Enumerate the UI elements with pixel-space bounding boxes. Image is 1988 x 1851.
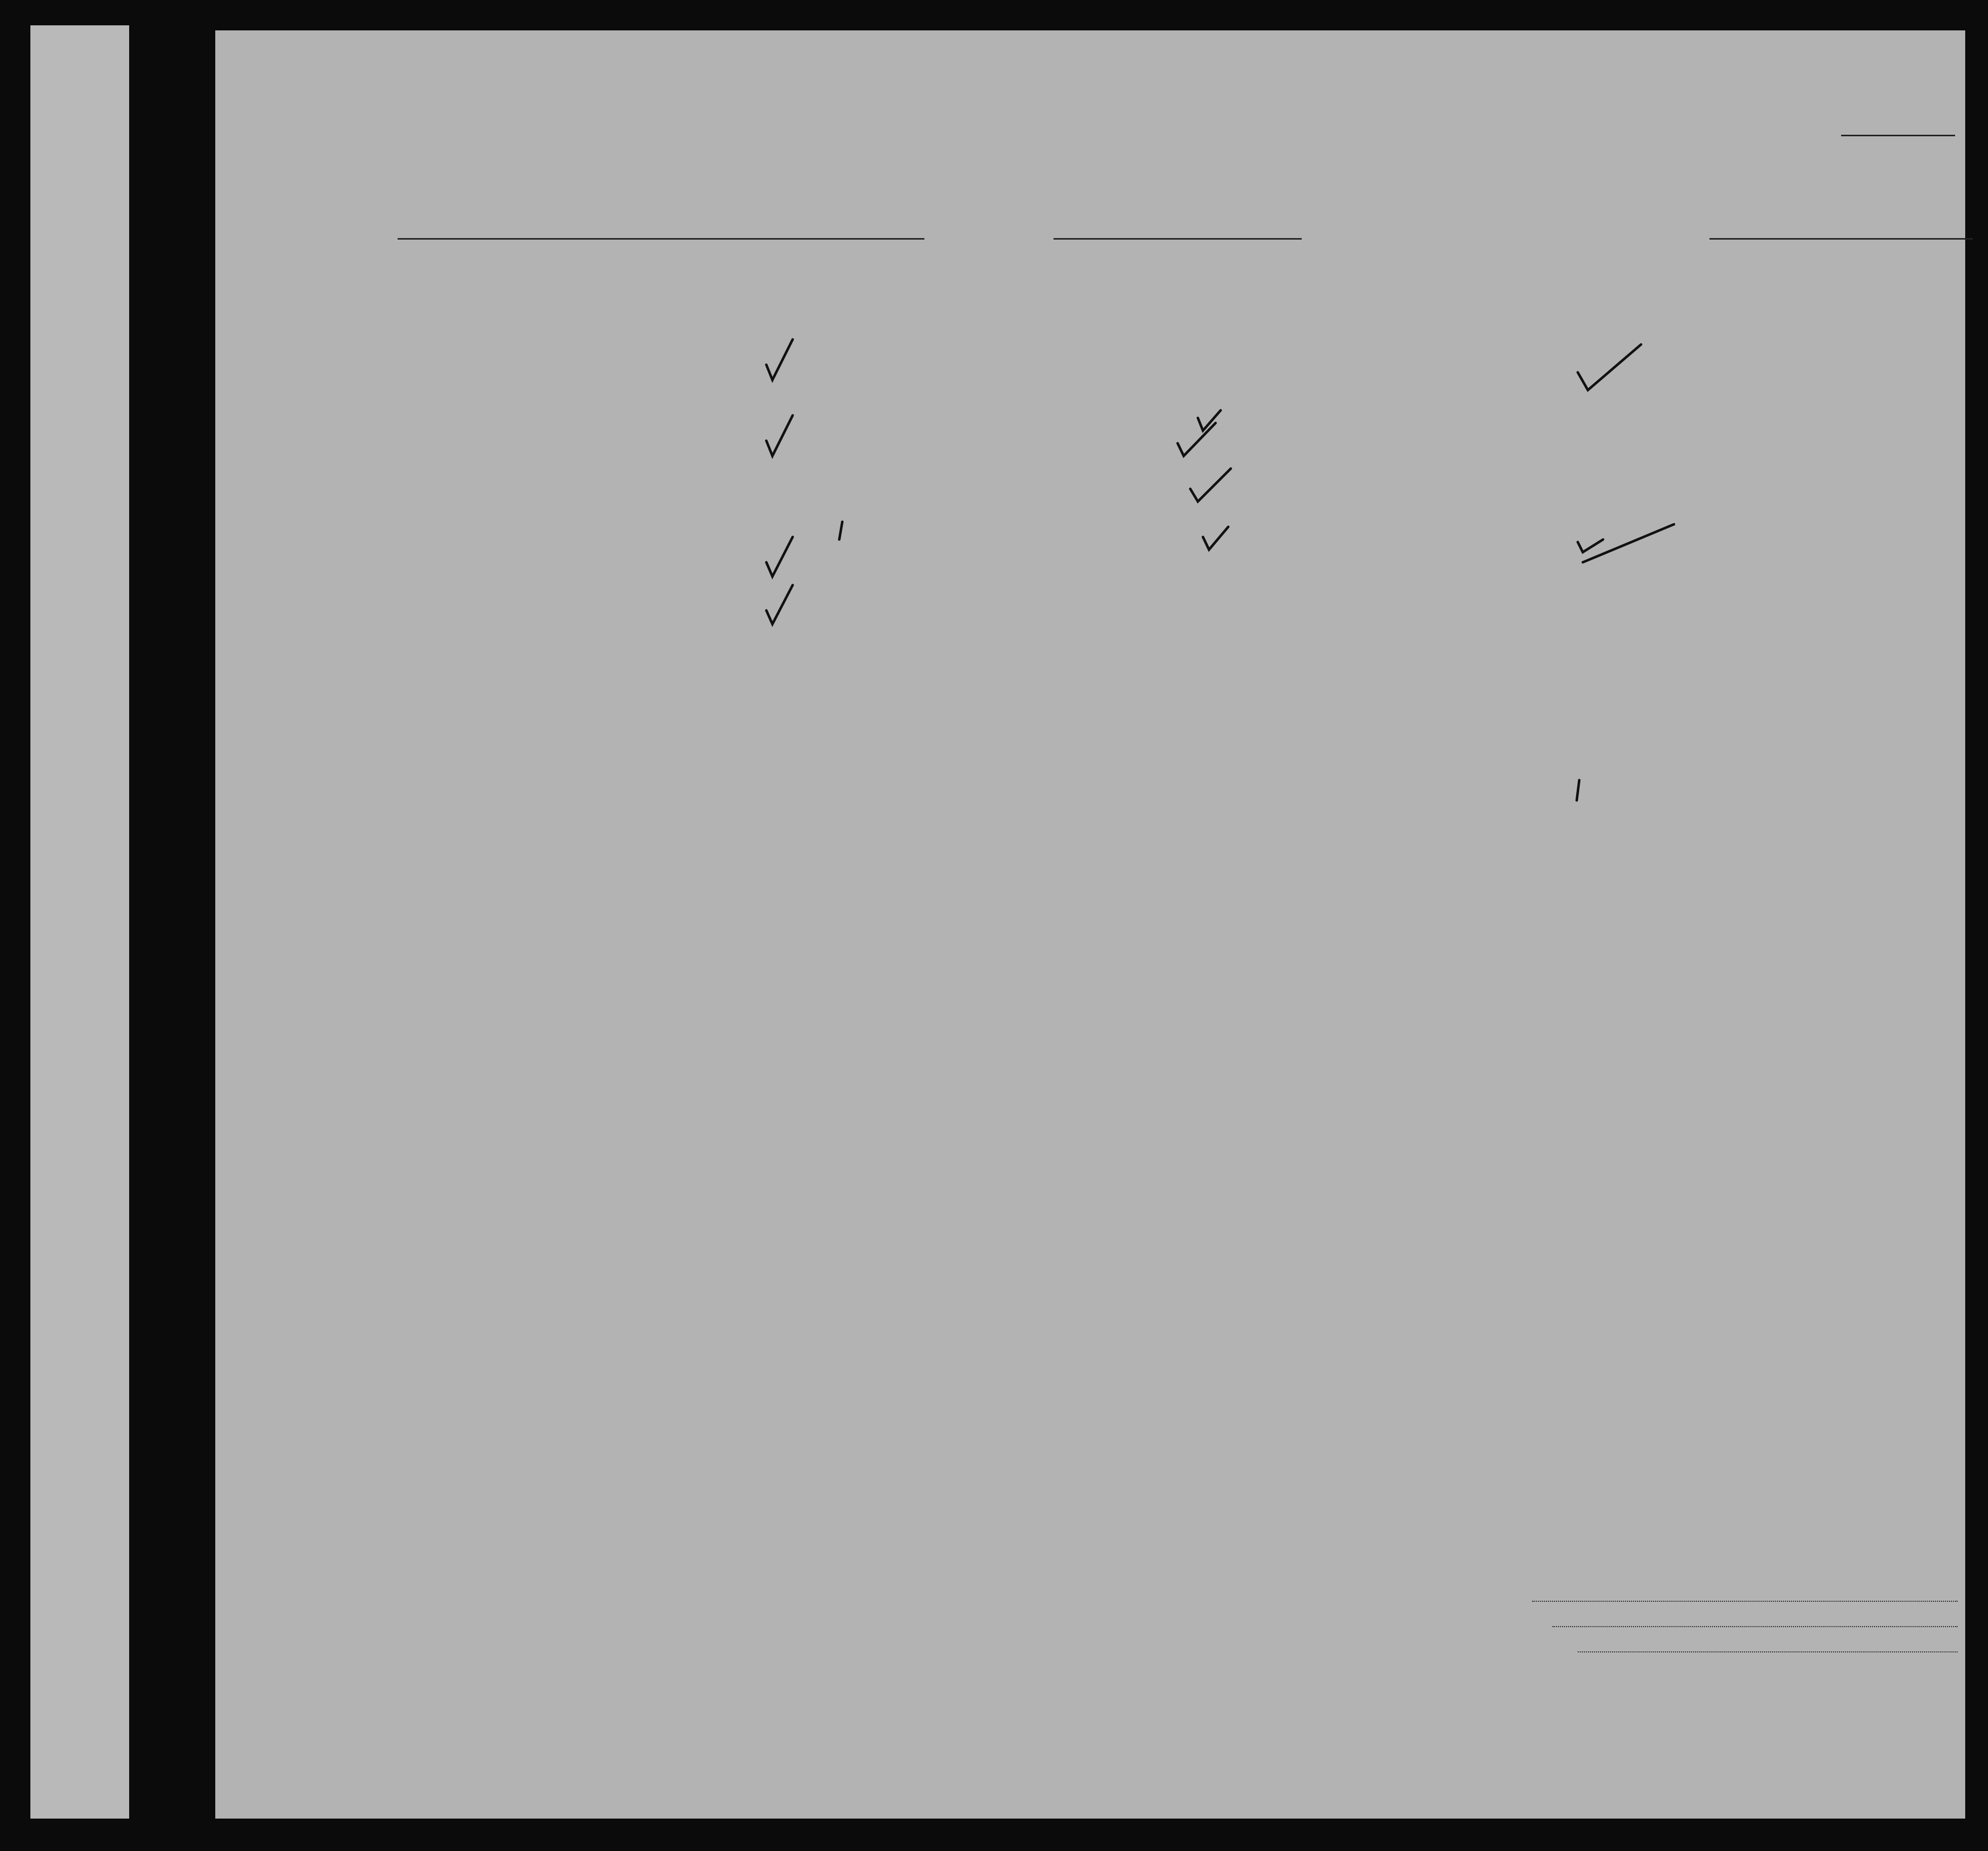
- manifest-sheet: [215, 30, 1965, 1819]
- binding-strip: [30, 25, 129, 1819]
- owners-field: [1552, 1626, 1958, 1627]
- line-field: [1532, 1601, 1958, 1602]
- handwritten-checkmarks: [215, 30, 1965, 1819]
- local-agents-field: [1578, 1651, 1958, 1652]
